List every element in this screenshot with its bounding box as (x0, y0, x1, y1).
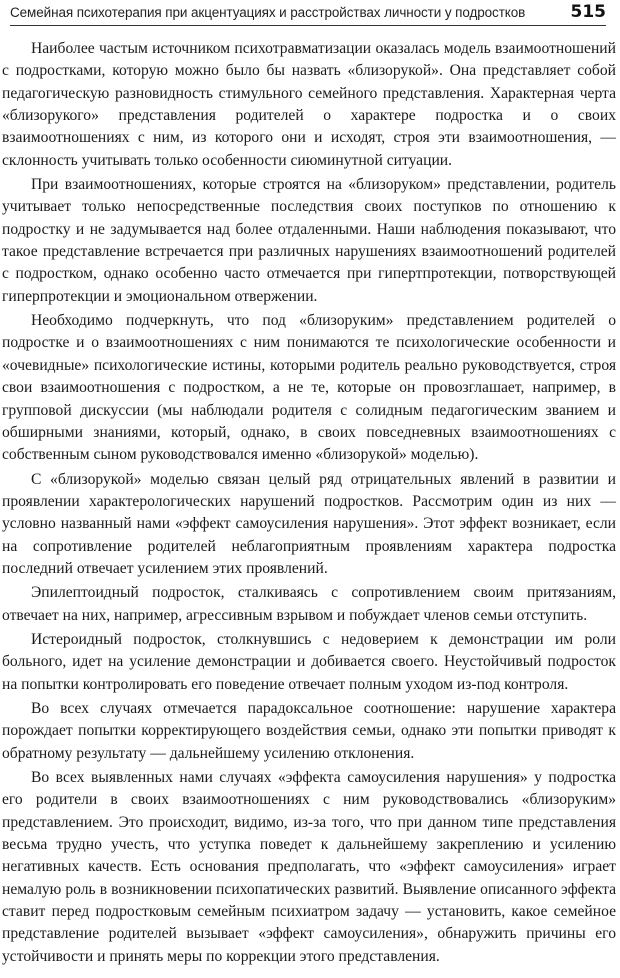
paragraph: При взаимоотношениях, которые строятся на «близоруком» представлении, родитель учитывает только непосредственные последствия своих поступков по отношению к подростку и не задумывается над более отдаленными. Наши наблюдения показывают, что такое представление встречается при различных нарушениях взаимоотношений родителей с подростком, однако особенно часто отмечается при гипертпротекции, потворствующей гиперпротекции и эмоциональном отвержении. (2, 176, 616, 305)
paragraph: Наиболее частым источником психотравматизации оказалась модель взаимоотношений с подростками, которую можно было бы назвать «близорукой». Она представляет собой педагогическую разновидность стимульного семейного представления. Характерная черта «близорукого» представления родителей о характере подростка и о своих взаимоотношениях с ним, из которого они и исходят, строя эти взаимоотношения, — склонность учитывать только особенности сиюминутной ситуации. (2, 40, 616, 169)
running-head: Семейная психотерапия при акцентуациях и расстройствах личности у подростков (10, 4, 526, 20)
paragraph: Истероидный подросток, столкнувшись с недоверием к демонстрации им роли больного, идет на усиление демонстрации и добивается своего. Неустойчивый подросток на попытки контролировать его поведение отвечает полным уходом из-под контроля. (2, 630, 616, 693)
paragraph: С «близорукой» моделью связан целый ряд отрицательных явлений в развитии и проявлении характерологических нарушений подростков. Рассмотрим один из них — условно названный нами «эффект самоусиления нарушения». Этот эффект возникает, если на сопротивление родителей неблагоприятным проявлениям характера подростка последний отвечает усилением этих проявлений. (2, 470, 616, 577)
page-header (10, 2, 606, 26)
paragraph: Эпилептоидный подросток, сталкиваясь с сопротивлением своим притязаниям, отвечает на них, например, агрессивным взрывом и побуждает членов семьи отступить. (2, 584, 616, 624)
paragraph: Необходимо подчеркнуть, что под «близоруким» представлением родителей о подростке и о взаимоотношениях с ним понимаются те психологические особенности и «очевидные» психологические истины, которыми родитель реально руководствуется, строя свои взаимоотношения с подростком, а не те, которые он провозглашает, например, в групповой дискуссии (мы наблюдали родителя с солидным педагогическим званием и обширными знаниями, который, однако, в своих повседневных взаимоотношениях с собственным сыном руководствовался именно «близорукой» моделью). (2, 312, 616, 464)
paragraph: Во всех выявленных нами случаях «эффекта самоусиления нарушения» у подростка его родители в своих взаимоотношениях с ним руководствовались «близоруким» представлением. Это происходит, видимо, из-за того, что при данном типе представления весьма трудно учесть, что уступка поведет к дальнейшему закреплению и усилению негативных качеств. Есть основания предполагать, что «эффект самоусиления» играет немалую роль в возникновении психопатических развитий. Выявление описанного эффекта ставит перед подростковым семейным психиатром задачу — установить, какое семейное представление родителей вызывает «эффект самоусиления», обнаружить причины его устойчивости и принять меры по коррекции этого представления. (2, 769, 616, 965)
body-text (2, 38, 616, 970)
page-number: 515 (570, 2, 606, 22)
paragraph: Во всех случаях отмечается парадоксальное соотношение: нарушение характера порождает попытки корректирующего воздействия семьи, однако эти попытки приводят к обратному результату — дальнейшему усилению отклонения. (2, 699, 616, 762)
